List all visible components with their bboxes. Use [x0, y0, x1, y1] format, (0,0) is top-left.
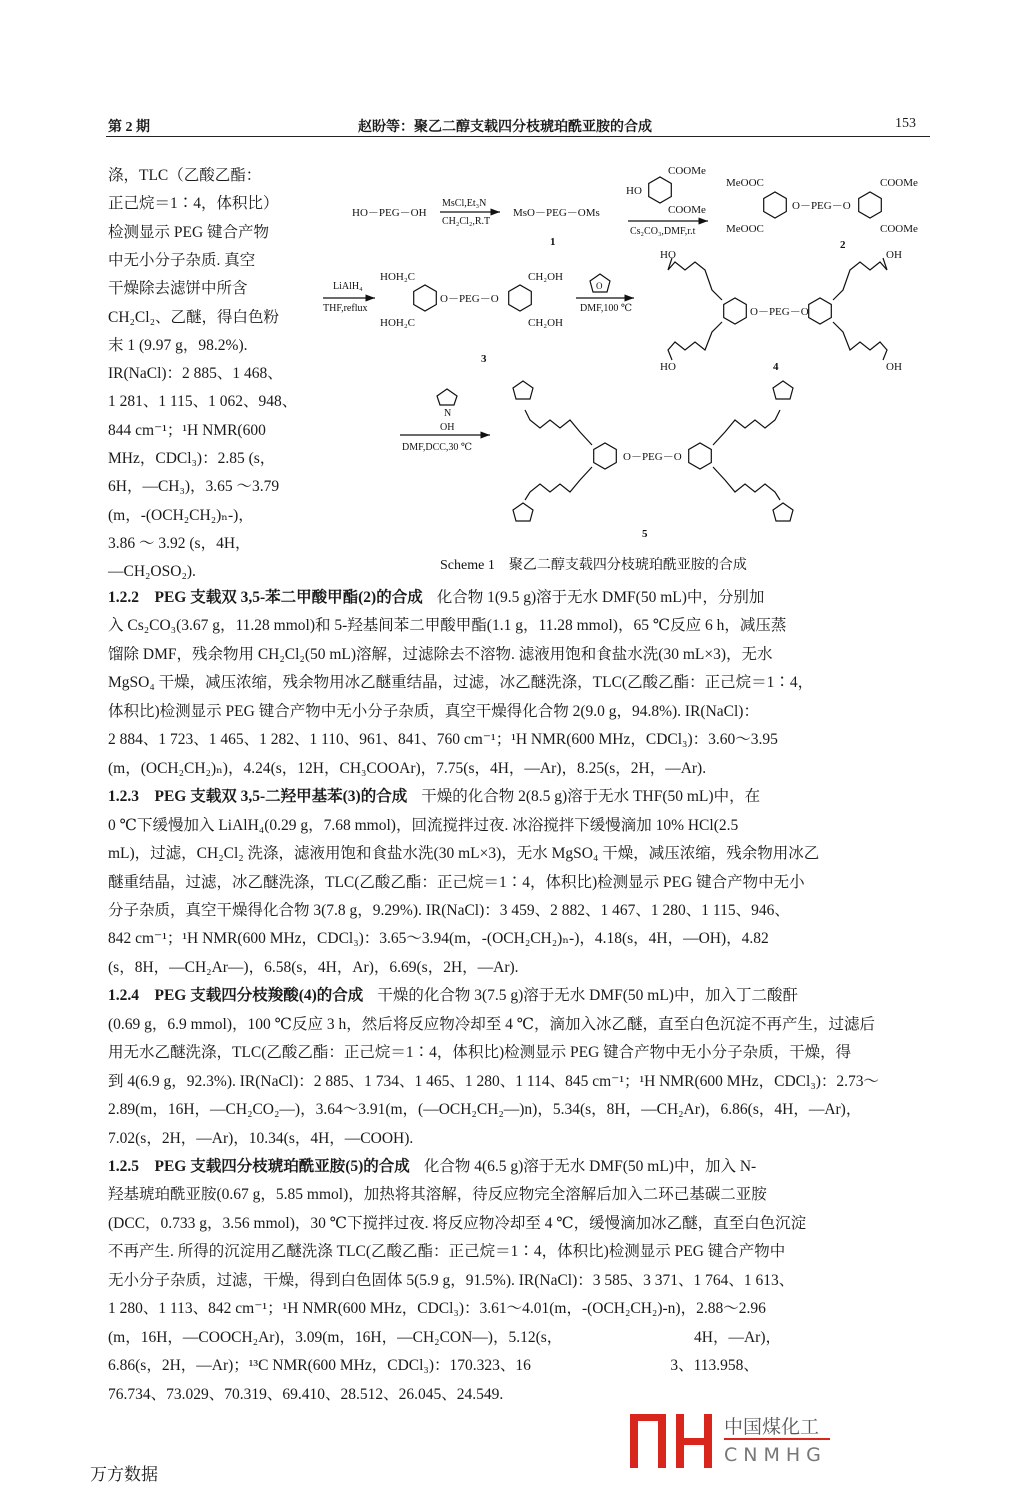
paragraph-line [108, 844, 819, 864]
nhs-oh: OH [440, 422, 455, 433]
reagent-2-ho: HO [626, 185, 642, 197]
left-column-line: 中无小分子杂质. 真空 [108, 251, 256, 269]
c5-peg-link: O－PEG－O [623, 451, 682, 463]
benzene-ring [809, 298, 832, 324]
paragraph-text: MgSO₄ 干燥，减压浓缩，残余物用冰乙醚重结晶，过滤，冰乙醚洗涤，TLC(乙酸乙酯：正己烷＝1∶4， [108, 674, 814, 692]
paragraph-line [108, 787, 760, 807]
paragraph-text: (0.69 g，6.9 mmol)，100 ℃反应 3 h，然后将反应物冷却至 4 ℃，滴加入冰乙醚，直至白色沉淀不再产生，过滤后 [108, 1015, 876, 1033]
paragraph-text: 无小分子杂质，过滤，干燥，得到白色固体 5(5.9 g，91.5%). IR(NaCl)：3 585、3 371、1 764、1 613、 [108, 1271, 795, 1289]
paragraph-text: 76.734、73.029、70.319、69.410、28.512、26.045、24.549. [108, 1385, 504, 1403]
watermark-mh-icon [628, 1410, 718, 1470]
page-number: 153 [895, 116, 916, 131]
left-column-line: 检测显示 PEG 键合产物 [108, 223, 270, 241]
compound-2-number: 2 [840, 239, 846, 251]
paragraph-text: (m，16H，—COOCH₂Ar)，3.09(m，16H，—CH₂CON—)，5.12(s， 4H，—Ar)， [108, 1328, 781, 1346]
left-column-line: CH₂Cl₂、乙醚，得白色粉 [108, 308, 279, 326]
compound-4-number: 4 [773, 361, 779, 373]
compound-3-number: 3 [481, 353, 487, 365]
paragraph-text: 分子杂质，真空干燥得化合物 3(7.8 g，9.29%). IR(NaCl)：3 459、2 882、1 467、1 280、1 115、946、 [108, 901, 790, 919]
reagent-1-bottom: CH₂Cl₂,R.T [442, 216, 491, 227]
watermark-brand-en: CNMHG [724, 1444, 827, 1466]
paragraph-line [108, 1385, 503, 1405]
paragraph-line [108, 1043, 851, 1063]
paragraph-line [108, 901, 790, 921]
paragraph-line [108, 1157, 756, 1177]
benzene-ring [689, 443, 712, 469]
watermark-rule [724, 1438, 830, 1440]
c2-peg-link: O－PEG－O [792, 200, 851, 212]
left-column-line: 末 1 (9.97 g，98.2%). [108, 336, 248, 354]
benzene-ring [509, 285, 532, 311]
compound-5-number: 5 [642, 528, 648, 540]
paragraph-line [108, 1015, 875, 1035]
c2-coome: COOMe [880, 177, 918, 189]
reaction-scheme [0, 0, 1030, 600]
c4-oh: OH [886, 249, 902, 261]
c4-oh-2: OH [886, 361, 902, 373]
left-column-line: 844 cm⁻¹；¹H NMR(600 [108, 421, 266, 439]
paragraph-text: 化合物 4(6.5 g)溶于无水 DMF(50 mL)中，加入 N- [423, 1158, 757, 1175]
paragraph-line [108, 1100, 861, 1120]
benzene-ring [414, 285, 437, 311]
benzene-ring [764, 192, 787, 218]
section-heading: 1.2.4 PEG 支载四分枝羧酸(4)的合成 [108, 987, 364, 1005]
left-column-line: 6H，—CH₃)，3.65 ～3.79 [108, 478, 280, 496]
paragraph-text: 2 884、1 723、1 465、1 282、1 110、961、841、760 cm⁻¹；¹H NMR(600 MHz，CDCl₃)：3.60～3.95 [108, 731, 778, 749]
paragraph-line [108, 816, 738, 836]
c4-peg-link: O－PEG－O [750, 306, 809, 318]
left-column-line: 干燥除去滤饼中所含 [108, 280, 248, 298]
reagent-2-coome-2: COOMe [668, 204, 706, 216]
c2-meooc: MeOOC [726, 177, 764, 189]
anhydride-o: O [596, 281, 603, 291]
reagent-5-conditions: DMF,DCC,30 ℃ [402, 442, 473, 453]
watermark-logo [628, 1410, 838, 1472]
issue-number: 第 2 期 [108, 120, 150, 135]
nhs-n: N [444, 408, 452, 419]
left-column-line: 3.86 ～ 3.92 (s，4H， [108, 534, 251, 552]
paragraph-text: 6.86(s，2H，—Ar)；¹³C NMR(600 MHz，CDCl₃)：170.323、16 3、113.958、 [108, 1357, 759, 1375]
paragraph-line [108, 1185, 767, 1205]
paragraph-line [108, 645, 773, 665]
benzene-ring [594, 443, 617, 469]
left-column-line: 1 281、1 115、1 062、948、 [108, 393, 298, 411]
paragraph-line [108, 873, 805, 893]
left-column-line: IR(NaCl)：2 885、1 468、 [108, 365, 283, 383]
c3-peg-link: O－PEG－O [440, 293, 499, 305]
paragraph-text: (DCC，0.733 g，3.56 mmol)，30 ℃下搅拌过夜. 将反应物冷却至 4 ℃，缓慢滴加冰乙醚，直至白色沉淀 [108, 1214, 807, 1232]
reagent-4-conditions: DMF,100 ℃ [580, 303, 633, 314]
paragraph-text: 入 Cs₂CO₃(3.67 g，11.28 mmol)和 5-羟基间苯二甲酸甲酯(1.1 g，11.28 mmol)，65 ℃反应 6 h，减压蒸 [108, 617, 787, 635]
reagent-2-conditions: Cs₂CO₃,DMF,r.t [630, 226, 696, 237]
c4-ho: HO [660, 249, 676, 261]
c3-hoh2c-2: HOH₂C [380, 317, 416, 329]
paragraph-line [108, 702, 759, 722]
left-column-line: —CH₂OSO₂). [108, 563, 196, 581]
section-heading: 1.2.3 PEG 支载双 3,5-二羟甲基苯(3)的合成 [108, 788, 408, 806]
paragraph-line [108, 929, 769, 949]
paragraph-text: 到 4(6.9 g，92.3%). IR(NaCl)：2 885、1 734、1 465、1 280、1 114、845 cm⁻¹；¹H NMR(600 MHz，CDCl₃)：2.73～ [108, 1072, 880, 1090]
paragraph-text: mL)，过滤，CH₂Cl₂ 洗涤，滤液用饱和食盐水洗(30 mL×3)，无水 MgSO₄ 干燥，减压浓缩，残余物用冰乙 [108, 845, 820, 863]
paragraph-text: 842 cm⁻¹；¹H NMR(600 MHz，CDCl₃)：3.65～3.94(m，-(OCH₂CH₂)ₙ-)，4.18(s，4H，—OH)，4.82 [108, 930, 769, 948]
paragraph-line [108, 986, 798, 1006]
paragraph-line [108, 1356, 759, 1376]
paragraph-text: 干燥的化合物 3(7.5 g)溶于无水 DMF(50 mL)中，加入丁二酸酐 [377, 987, 798, 1005]
c3-ch2oh: CH₂OH [528, 271, 564, 283]
paragraph-text: (m，(OCH₂CH₂)ₙ)，4.24(s，12H，CH₃COOAr)，7.75(s，4H，—Ar)，8.25(s，2H，—Ar). [108, 759, 707, 777]
source-footer: 万方数据 [90, 1465, 158, 1485]
paragraph-text: 羟基琥珀酰亚胺(0.67 g，5.85 mmol)，加热将其溶解，待反应物完全溶解后加入二环己基碳二亚胺 [108, 1186, 767, 1204]
paragraph-line [108, 1214, 806, 1234]
paragraph-text: 馏除 DMF，残余物用 CH₂Cl₂(50 mL)溶解，过滤除去不溶物. 滤液用饱和食盐水洗(30 mL×3)，无水 [108, 645, 773, 663]
reagent-1-top: MsCl,Et₃N [442, 198, 487, 209]
paragraph-text: (s，8H，—CH₂Ar—)，6.58(s，4H，Ar)，6.69(s，2H，—Ar). [108, 958, 519, 976]
paragraph-text: 化合物 1(9.5 g)溶于无水 DMF(50 mL)中，分别加 [436, 589, 765, 606]
reagent-3-bottom: THF,reflux [323, 303, 368, 314]
compound-1-number: 1 [550, 236, 556, 248]
section-heading: 1.2.5 PEG 支载四分枝琥珀酰亚胺(5)的合成 [108, 1158, 410, 1175]
c3-ch2oh-2: CH₂OH [528, 317, 564, 329]
reagent-3-top: LiAlH₄ [333, 281, 363, 292]
bonds [323, 212, 887, 521]
compound-1-label: MsO－PEG－OMs [513, 207, 600, 219]
paragraph-line [108, 1242, 785, 1262]
benzene-ring [859, 192, 882, 218]
paragraph-line [108, 1271, 794, 1291]
c2-coome-2: COOMe [880, 223, 918, 235]
watermark-brand-cn: 中国煤化工 [724, 1416, 820, 1438]
reagent-2-coome: COOMe [668, 165, 706, 177]
paragraph-line [108, 1129, 413, 1149]
peg-diol-label: HO－PEG－OH [352, 207, 427, 219]
benzene-ring [724, 298, 747, 324]
paragraph-line [108, 1072, 879, 1092]
paragraph-line [108, 616, 786, 636]
paragraph-line [108, 958, 519, 978]
paragraph-line [108, 673, 813, 693]
paragraph-text: 醚重结晶，过滤，冰乙醚洗涤，TLC(乙酸乙酯：正己烷＝1∶4，体积比)检测显示 PEG 键合产物中无小 [108, 873, 805, 891]
paragraph-line [108, 1328, 781, 1348]
scheme-caption: Scheme 1 聚乙二醇支载四分枝琥珀酰亚胺的合成 [440, 558, 747, 573]
paragraph-text: 用无水乙醚洗涤，TLC(乙酸乙酯：正己烷＝1∶4，体积比)检测显示 PEG 键合产物中无小分子杂质，干燥，得 [108, 1044, 852, 1062]
paragraph-text: 7.02(s，2H，—Ar)，10.34(s，4H，—COOH). [108, 1129, 414, 1147]
paragraph-line [108, 588, 764, 608]
paragraph-text: 体积比)检测显示 PEG 键合产物中无小分子杂质，真空干燥得化合物 2(9.0 g，94.8%). IR(NaCl)： [108, 702, 759, 720]
paragraph-text: 2.89(m，16H，—CH₂CO₂—)，3.64～3.91(m，(—OCH₂CH₂—)n)，5.34(s，8H，—CH₂Ar)，6.86(s，4H，—Ar)， [108, 1101, 862, 1119]
running-title: 赵盼等：聚乙二醇支载四分枝琥珀酰亚胺的合成 [358, 120, 652, 135]
section-heading: 1.2.2 PEG 支载双 3,5-苯二甲酸甲酯(2)的合成 [108, 589, 423, 606]
c3-hoh2c: HOH₂C [380, 271, 416, 283]
paragraph-text: 0 ℃下缓慢加入 LiAlH₄(0.29 g，7.68 mmol)，回流搅拌过夜. 冰浴搅拌下缓慢滴加 10% HCl(2.5 [108, 816, 739, 834]
paragraph-line [108, 1299, 766, 1319]
left-column-line: MHz，CDCl₃)：2.85 (s， [108, 450, 276, 467]
paragraph-text: 干燥的化合物 2(8.5 g)溶于无水 THF(50 mL)中，在 [421, 788, 761, 806]
paragraph-text: 1 280、1 113、842 cm⁻¹；¹H NMR(600 MHz，CDCl₃)：3.61～4.01(m，-(OCH₂CH₂)-n)，2.88～2.96 [108, 1300, 766, 1318]
left-column-line: 正己烷＝1∶4，体积比） [108, 195, 279, 213]
left-column-line: (m，-(OCH₂CH₂)ₙ-)， [108, 506, 254, 524]
c4-ho-2: HO [660, 361, 676, 373]
c2-meooc-2: MeOOC [726, 223, 764, 235]
left-column-line: 涤，TLC（乙酸乙酯： [108, 167, 262, 184]
paragraph-text: 不再产生. 所得的沉淀用乙醚洗涤 TLC(乙酸乙酯：正己烷＝1∶4，体积比)检测显示 PEG 键合产物中 [108, 1243, 786, 1261]
benzene-ring [649, 177, 672, 203]
paragraph-line [108, 759, 706, 779]
paragraph-line [108, 730, 778, 750]
